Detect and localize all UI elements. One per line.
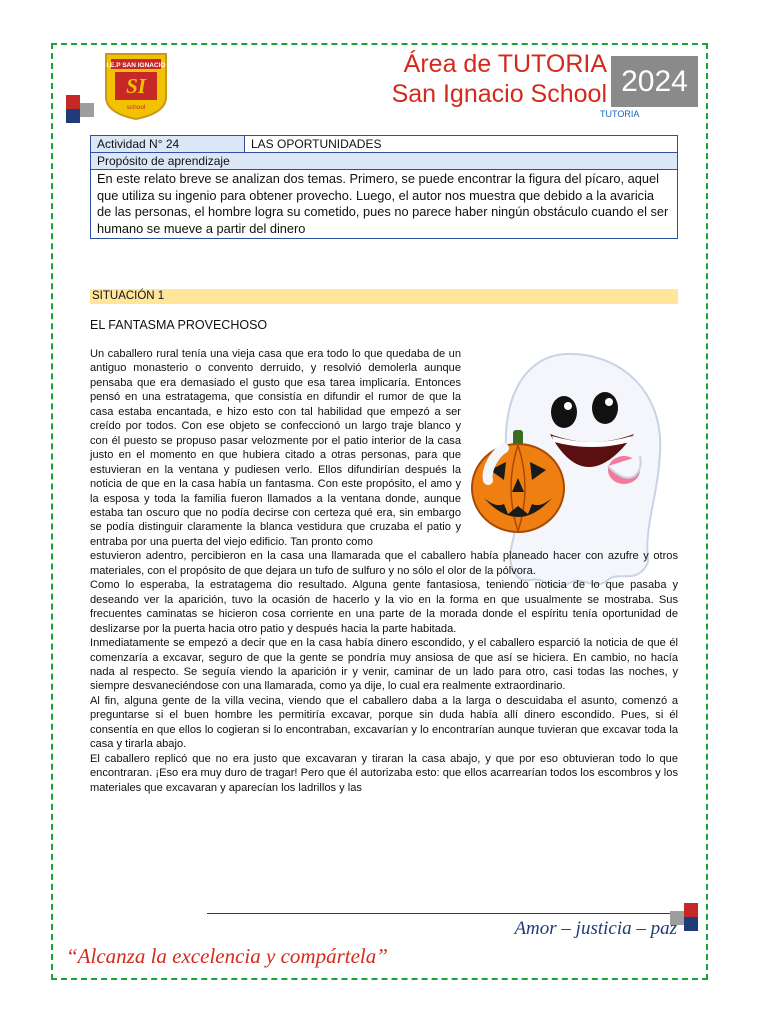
activity-number: Actividad N° 24	[91, 136, 245, 153]
area-title: Área de TUTORIA	[403, 50, 607, 78]
purpose-text: En este relato breve se analizan dos temas. Primero, se puede encontrar la figura del pícaro, aquel que utiliza su ingenio para obtener provecho. Luego, el autor nos muestra que debido a la avaricia de las personas, el hombre logra su cometido, pues no parece haber ningún obstáculo cuando el ser humano se mueve a partir del dinero	[91, 170, 678, 239]
logo-bottom-text: school	[126, 104, 146, 111]
footer-divider	[207, 913, 680, 914]
school-name: San Ignacio School	[391, 80, 607, 108]
school-motto: Amor – justicia – paz	[514, 918, 677, 939]
activity-row	[91, 136, 678, 153]
purpose-label: Propósito de aprendizaje	[91, 153, 678, 170]
logo-band-text: I.E.P SAN IGNACIO	[106, 62, 166, 69]
activity-title: LAS OPORTUNIDADES	[245, 136, 678, 153]
year-badge: 2024	[611, 56, 698, 107]
story-paragraph: estuvieron adentro, percibieron en la casa una llamarada que el caballero había planeado hacer con azufre y otros materiales, con el propósito de que dejara un tufo de sulfuro y no sólo el olor de la pólvora.	[90, 550, 678, 577]
story-paragraph: Inmediatamente se empezó a decir que en la casa había dinero escondido, y el caballero esparció la noticia de que él comenzaría a excavar, seguro de que la gente se pondría muy ansiosa de que así se hiciera. En cambio, no hacía nada al respecto. Se seguía viendo la aparición ir y venir, caminar de un lado para otro, casi todas las noches, y siempre desvaneciéndose con una llamarada, como ya dije, lo cual era realmente extraordinario.	[90, 637, 678, 693]
story-paragraph: Como lo esperaba, la estratagema dio resultado. Alguna gente fantasiosa, teniendo noticia de lo que pasaba y deseando ver la aparición, tuvo la ocasión de hacerlo y la vio en la forma en que usualmente se mostraba. Sus frecuentes caminatas se hicieron cosa corriente en una parte de la morada donde el espíritu tenía oportunidad de deslizarse por la puerta hacia otro patio y después hacia la parte habitada.	[90, 579, 678, 635]
purpose-label-row	[91, 153, 678, 170]
story-paragraph: Un caballero rural tenía una vieja casa que era todo lo que quedaba de un antiguo monasterio o convento derruido, y resolvió demolerla aunque pensaba que era demasiado el gusto que esa tarea implicaría. Entonces pensó en una estratagema, que consistía en difundir el rumor de que la casa estaba encantada, e hizo esto con tal habilidad que empezó a ser creído por todos. Con ese objeto se confeccionó un largo traje blanco y con él puesto se propuso pasar velozmente por el patio interior de la casa justo en el momento en que hubiera citado a otras personas, para que estuvieran en la ventana y pudiesen verlo. Ellos difundirían después la noticia de que en la casa había un fantasma. Con este propósito, el amo y la esposa y toda la familia fueron llamados a la ventana donde, aunque estaba tan oscuro que no podía decirse con certeza qué era, sin embargo se podía distinguir claramente la blanca vestidura que cruzaba el patio y entraba por una puerta del viejo edificio. Tan pronto como	[90, 348, 461, 548]
story-paragraph: Al fin, alguna gente de la villa vecina, viendo que el caballero daba a la larga o descuidaba el asunto, comenzó a preguntarse si el buen hombre les permitiría excavar, porque sin duda había allí dinero escondido. Pues, si él consentía en que ellos lo cogieran si lo encontraban, excavarían y lo encontrarían aunque tuvieran que excavar toda la casa y tirarla abajo.	[90, 694, 678, 751]
school-logo	[103, 51, 169, 121]
purpose-text-row	[91, 170, 678, 239]
tutoria-label: TUTORIA	[600, 109, 640, 119]
footer-quote: “Alcanza la excelencia y compártela”	[66, 944, 388, 968]
activity-table	[90, 135, 678, 239]
logo-monogram: SI	[126, 74, 146, 98]
story-title: EL FANTASMA PROVECHOSO	[90, 318, 268, 332]
situation-heading: SITUACIÓN 1	[90, 289, 678, 304]
story-paragraph: El caballero replicó que no era justo que excavaran y tiraran la casa abajo, y que por eso obtuvieran todo lo que encontraran. ¡Eso era muy duro de tragar! Pero que él autorizaba esto: que ellos acarrearían todos los escombros y los materiales que excavaran y aparecían los ladrillos y las	[90, 752, 678, 794]
story-body	[90, 347, 678, 795]
